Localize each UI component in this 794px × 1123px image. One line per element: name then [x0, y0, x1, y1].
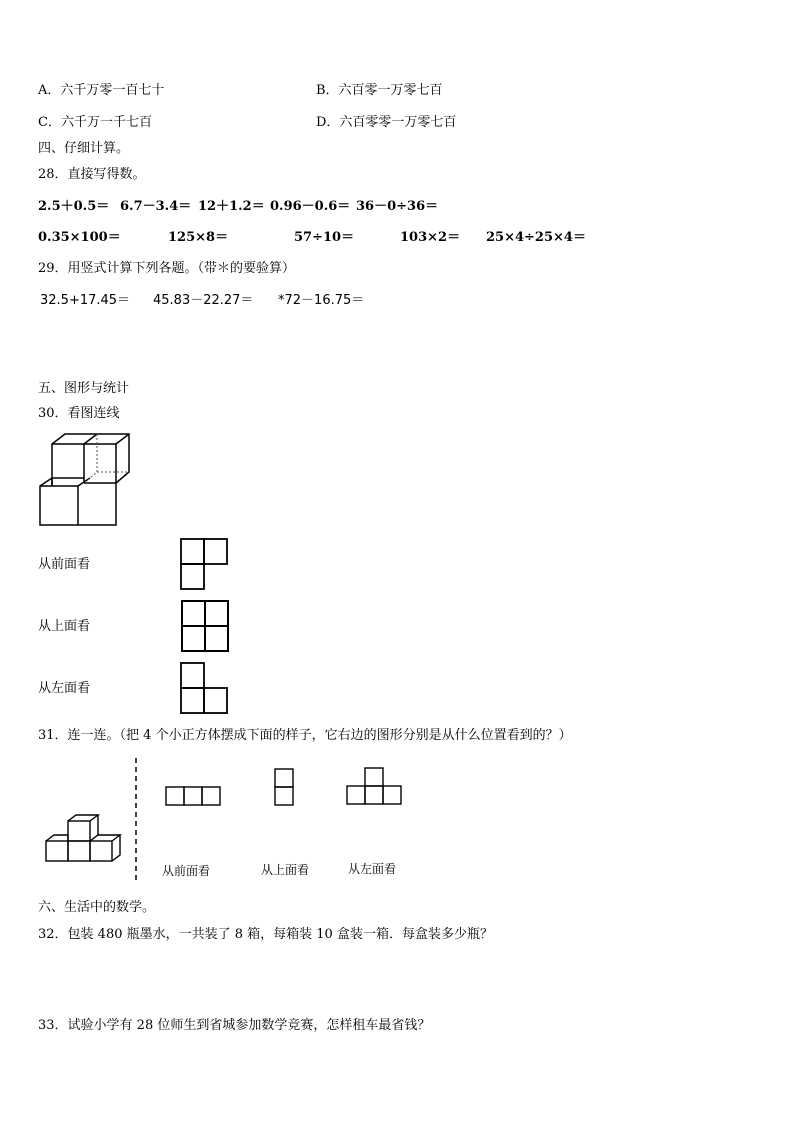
q31-divider	[134, 758, 138, 880]
q28-item: 0.96－0.6＝	[270, 199, 351, 214]
q29-label: 29．用竖式计算下列各题。（带＊的要验算）	[38, 261, 296, 276]
q30-view-shape-1	[180, 538, 230, 592]
q30-view-shape-2	[181, 600, 231, 654]
q31-view-shape-3	[346, 767, 406, 807]
q31-label: 31．连一连。（把 4 个小正方体摆成下面的样子，它右边的图形分别是从什么位置看到的？）	[38, 728, 572, 743]
q31-view-shape-1	[165, 786, 223, 808]
q31-caption: 从前面看	[162, 864, 211, 878]
q28-label: 28．直接写得数。	[38, 167, 146, 182]
section-5-title: 五、图形与统计	[38, 381, 130, 396]
q30-view-label: 从上面看	[38, 619, 91, 634]
q28-item: 12＋1.2＝	[198, 199, 265, 214]
q31-view-shape-2	[274, 768, 296, 808]
q28-item: 6.7－3.4＝	[120, 199, 192, 214]
q28-item: 125×8＝	[168, 230, 229, 245]
q28-item: 2.5＋0.5＝	[38, 199, 110, 214]
q30-view-label: 从前面看	[38, 557, 91, 572]
q28-item: 57÷10＝	[294, 230, 355, 245]
option-d: D．六百零零一万零七百	[316, 115, 457, 130]
q28-item: 36－0÷36＝	[356, 199, 439, 214]
q29-item: *72－16.75＝	[278, 293, 365, 308]
option-a: A．六千万零一百七十	[38, 83, 165, 98]
q30-cube-figure	[36, 432, 136, 532]
q28-item: 0.35×100＝	[38, 230, 121, 245]
q30-view-shape-3	[180, 662, 230, 716]
q28-item: 103×2＝	[400, 230, 461, 245]
q33-text: 33．试验小学有 28 位师生到省城参加数学竞赛，怎样租车最省钱？	[38, 1018, 431, 1033]
option-c: C．六千万一千七百	[38, 115, 152, 130]
q28-item: 25×4÷25×4＝	[486, 230, 586, 245]
section-6-title: 六、生活中的数学。	[38, 900, 156, 915]
q31-caption: 从上面看	[261, 863, 310, 877]
q29-item: 45.83－22.27＝	[153, 293, 254, 308]
q30-view-label: 从左面看	[38, 681, 91, 696]
section-4-title: 四、仔细计算。	[38, 141, 130, 156]
q31-cube-figure	[44, 803, 130, 865]
q29-item: 32.5+17.45＝	[40, 293, 131, 308]
q31-caption: 从左面看	[348, 862, 397, 876]
q32-text: 32．包装 480 瓶墨水，一共装了 8 箱，每箱装 10 盒装一箱．每盒装多少瓶？	[38, 927, 493, 942]
q30-label: 30．看图连线	[38, 406, 120, 421]
option-b: B．六百零一万零七百	[316, 83, 443, 98]
